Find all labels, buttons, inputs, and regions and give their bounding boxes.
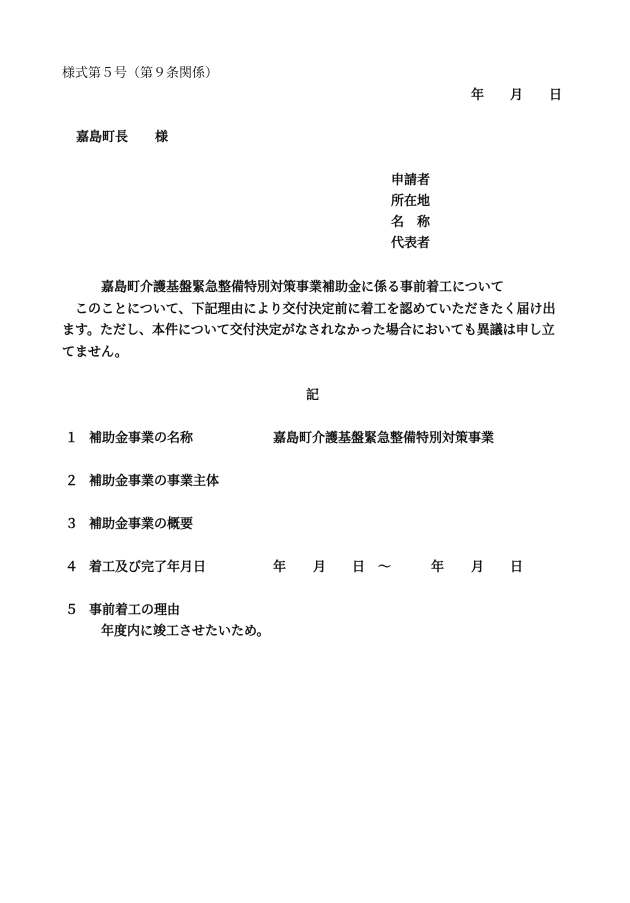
form-label: 様式第５号（第９条関係） <box>62 66 219 81</box>
body-line-3: てません。 <box>62 345 128 360</box>
applicant-representative-label: 代表者 <box>391 236 431 251</box>
date-day-label: 日 <box>549 88 563 103</box>
applicant-address-label: 所在地 <box>391 194 431 209</box>
start-month-label: 月 <box>313 560 327 575</box>
applicant-name-label: 名 称 <box>391 215 431 230</box>
item-number: ２ <box>65 474 79 489</box>
item-number: ４ <box>65 560 79 575</box>
item-label: 補助金事業の概要 <box>89 517 194 532</box>
end-day-label: 日 <box>510 560 524 575</box>
item-label: 補助金事業の事業主体 <box>89 474 220 489</box>
date-month-label: 月 <box>510 88 524 103</box>
end-year-label: 年 <box>431 560 445 575</box>
body-line-2: ます。ただし、本件について交付決定がなされなかった場合においても異議は申し立 <box>62 323 555 338</box>
date-year-label: 年 <box>471 88 485 103</box>
item-label: 補助金事業の名称 <box>89 431 194 446</box>
item-label: 着工及び完了年月日 <box>89 560 207 575</box>
end-month-label: 月 <box>471 560 485 575</box>
addressee-name: 嘉島町長 <box>76 130 129 145</box>
applicant-label: 申請者 <box>391 173 431 188</box>
body-line-1: このことについて、下記理由により交付決定前に着工を認めていただきたく届け出 <box>62 302 556 317</box>
date-range-tilde: ～ <box>378 560 392 575</box>
document-subject: 嘉島町介護基盤緊急整備特別対策事業補助金に係る事前着工について <box>101 280 504 295</box>
item-number: ５ <box>65 603 79 618</box>
start-day-label: 日 <box>352 560 366 575</box>
addressee-honorific: 様 <box>155 130 169 145</box>
item-number: ３ <box>65 517 79 532</box>
item-value: 嘉島町介護基盤緊急整備特別対策事業 <box>273 431 495 446</box>
ki-heading: 記 <box>306 388 320 403</box>
item-label: 事前着工の理由 <box>89 603 181 618</box>
start-year-label: 年 <box>273 560 287 575</box>
item-number: １ <box>65 431 79 446</box>
item-detail: 年度内に竣工させたいため。 <box>101 624 270 639</box>
